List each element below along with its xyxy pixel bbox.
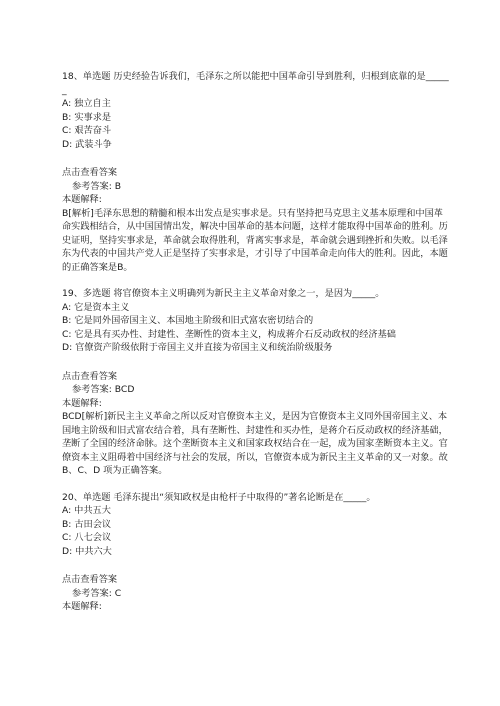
option-c: C: 艰苦奋斗 <box>62 125 112 136</box>
option-a: A: 中共五大 <box>62 505 111 516</box>
explanation-text: BCD[解析]新民主主义革命之所以反对官僚资本主义，是因为官僚资本主义同外国帝国主义、本国地主阶级和旧式富农结合着，具有垄断性、封建性和买办性，是蒋介石反动政权的经济基础，垄断了全国的经济命脉。这个垄断资本主义和国家政权结合在一起，成为国家垄断资本主义。官僚资本主义阻碍着中国经济与社会的发展，所以，官僚资本成为新民主主义革命的又一对象。故 B、C、D 项为正确答案。 <box>62 411 448 476</box>
question-19 <box>62 287 450 478</box>
question-20 <box>62 491 450 614</box>
option-b: B: 它是同外国帝国主义、本国地主阶级和旧式富农密切结合的 <box>62 315 314 326</box>
option-d: D: 武装斗争 <box>62 138 112 150</box>
question-18 <box>62 70 450 274</box>
question-stem: 18、单选题 历史经验告诉我们，毛泽东之所以能把中国革命引导到胜利，归根到底靠的是______ <box>62 71 449 96</box>
show-answer-link[interactable]: 点击查看答案 <box>62 167 118 178</box>
explanation-text: B[解析]毛泽东思想的精髓和根本出发点是实事求是。只有坚持把马克思主义基本原理和中国革命实践相结合，从中国国情出发，解决中国革命的基本问题，这样才能取得中国革命的胜利。历史证明，坚持实事求是，革命就会取得胜利，背离实事求是，革命就会遇到挫折和失败。以毛泽东为代表的中国共产党人正是坚持了实事求是，才引导了中国革命走向伟大的胜利。因此，本题的正确答案是B。 <box>62 207 448 273</box>
option-b: B: 实事求是 <box>62 111 112 123</box>
option-c: C: 它是具有买办性、封建性、垄断性的资本主义，构成蒋介石反动政权的经济基础 <box>62 328 396 340</box>
option-a: A: 独立自主 <box>62 98 111 109</box>
option-c: C: 八七会议 <box>62 532 112 543</box>
question-stem: 19、多选题 将官僚资本主义明确列为新民主主义革命对象之一，是因为_____。 <box>62 288 385 299</box>
exam-page <box>62 70 450 614</box>
reference-answer: 参考答案: BCD <box>72 384 135 395</box>
option-d: D: 中共六大 <box>62 545 112 557</box>
explanation-title: 本题解释: <box>62 194 102 205</box>
option-d: D: 官僚资产阶级依附于帝国主义并直接为帝国主义和统治阶级服务 <box>62 342 333 353</box>
question-stem: 20、单选题 毛泽东提出“须知政权是由枪杆子中取得的”著名论断是在_____。 <box>62 491 376 503</box>
show-answer-link[interactable]: 点击查看答案 <box>62 574 118 585</box>
explanation-title: 本题解释: <box>62 601 102 612</box>
option-b: B: 古田会议 <box>62 518 112 530</box>
option-a: A: 它是资本主义 <box>62 301 130 313</box>
explanation-title: 本题解释: <box>62 397 102 409</box>
reference-answer: 参考答案: B <box>72 180 122 192</box>
reference-answer: 参考答案: C <box>72 587 122 599</box>
show-answer-link[interactable]: 点击查看答案 <box>62 370 118 382</box>
